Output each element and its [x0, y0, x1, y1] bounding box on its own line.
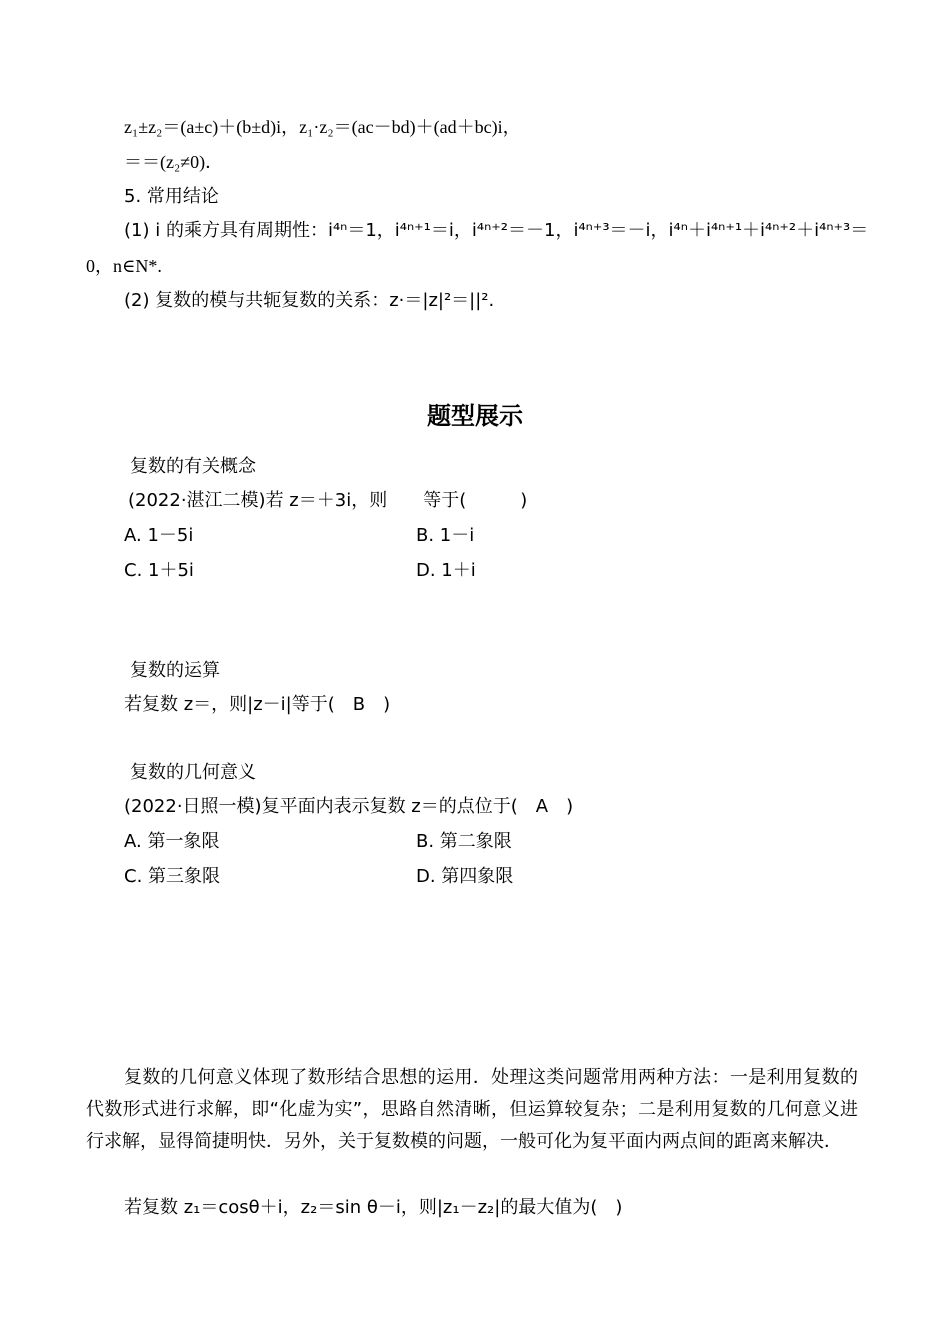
- topic1-option-d: D. 1＋i: [416, 560, 476, 581]
- summary-question: 若复数 z₁＝cosθ＋i，z₂＝sin θ－i，则|z₁－z₂|的最大值为( ): [124, 1197, 623, 1218]
- topic1-option-b: B. 1－i: [416, 525, 475, 546]
- topic1-question: (2022·湛江二模)若 z＝＋3i，则 等于( ): [128, 490, 528, 511]
- formula-add-mul: z₁±z₂＝(a±c)＋(b±d)i，z₁·z₂＝(ac－bd)＋(ad＋bc)i，: [124, 117, 521, 137]
- summary-paragraph: 复数的几何意义体现了数形结合思想的运用．处理这类问题常用两种方法：一是利用复数的代数形式进行求解，即“化虚为实”，思路自然清晰，但运算较复杂；二是利用复数的几何意义进行求解，显得简捷明快．另外，关于复数模的问题，一般可化为复平面内两点间的距离来解决．: [86, 1067, 858, 1152]
- topic1-option-c: C. 1＋5i: [124, 560, 194, 581]
- conclusion-item-2: (2) 复数的模与共轭复数的关系：z·＝|z|²＝||².: [124, 290, 495, 311]
- conclusion-item-1-line-2: 0，n∈N*.: [86, 256, 162, 276]
- topic2-question: 若复数 z＝，则|z－i|等于( B ): [124, 694, 391, 715]
- topic3-option-c: C. 第三象限: [124, 866, 221, 887]
- conclusion-item-1-line-1: (1) i 的乘方具有周期性：i⁴ⁿ＝1，i⁴ⁿ⁺¹＝i，i⁴ⁿ⁺²＝－1，i⁴ⁿ⁺³＝－i，i⁴ⁿ＋i⁴ⁿ⁺¹＋i⁴ⁿ⁺²＋i⁴ⁿ⁺³＝: [124, 220, 869, 241]
- topic3-question: (2022·日照一模)复平面内表示复数 z＝的点位于( A ): [124, 796, 574, 817]
- formula-div: ＝＝(z₂≠0)．: [124, 152, 224, 172]
- topic3-option-b: B. 第二象限: [416, 831, 512, 852]
- topic1-option-a: A. 1－5i: [124, 525, 194, 546]
- conclusions-heading: 5. 常用结论: [124, 186, 219, 207]
- topic3-option-d: D. 第四象限: [416, 866, 514, 887]
- topic3-option-a: A. 第一象限: [124, 831, 220, 852]
- section-title: 题型展示: [427, 402, 523, 430]
- topic2-heading: 复数的运算: [130, 660, 220, 681]
- topic1-heading: 复数的有关概念: [130, 456, 256, 477]
- topic3-heading: 复数的几何意义: [130, 762, 256, 783]
